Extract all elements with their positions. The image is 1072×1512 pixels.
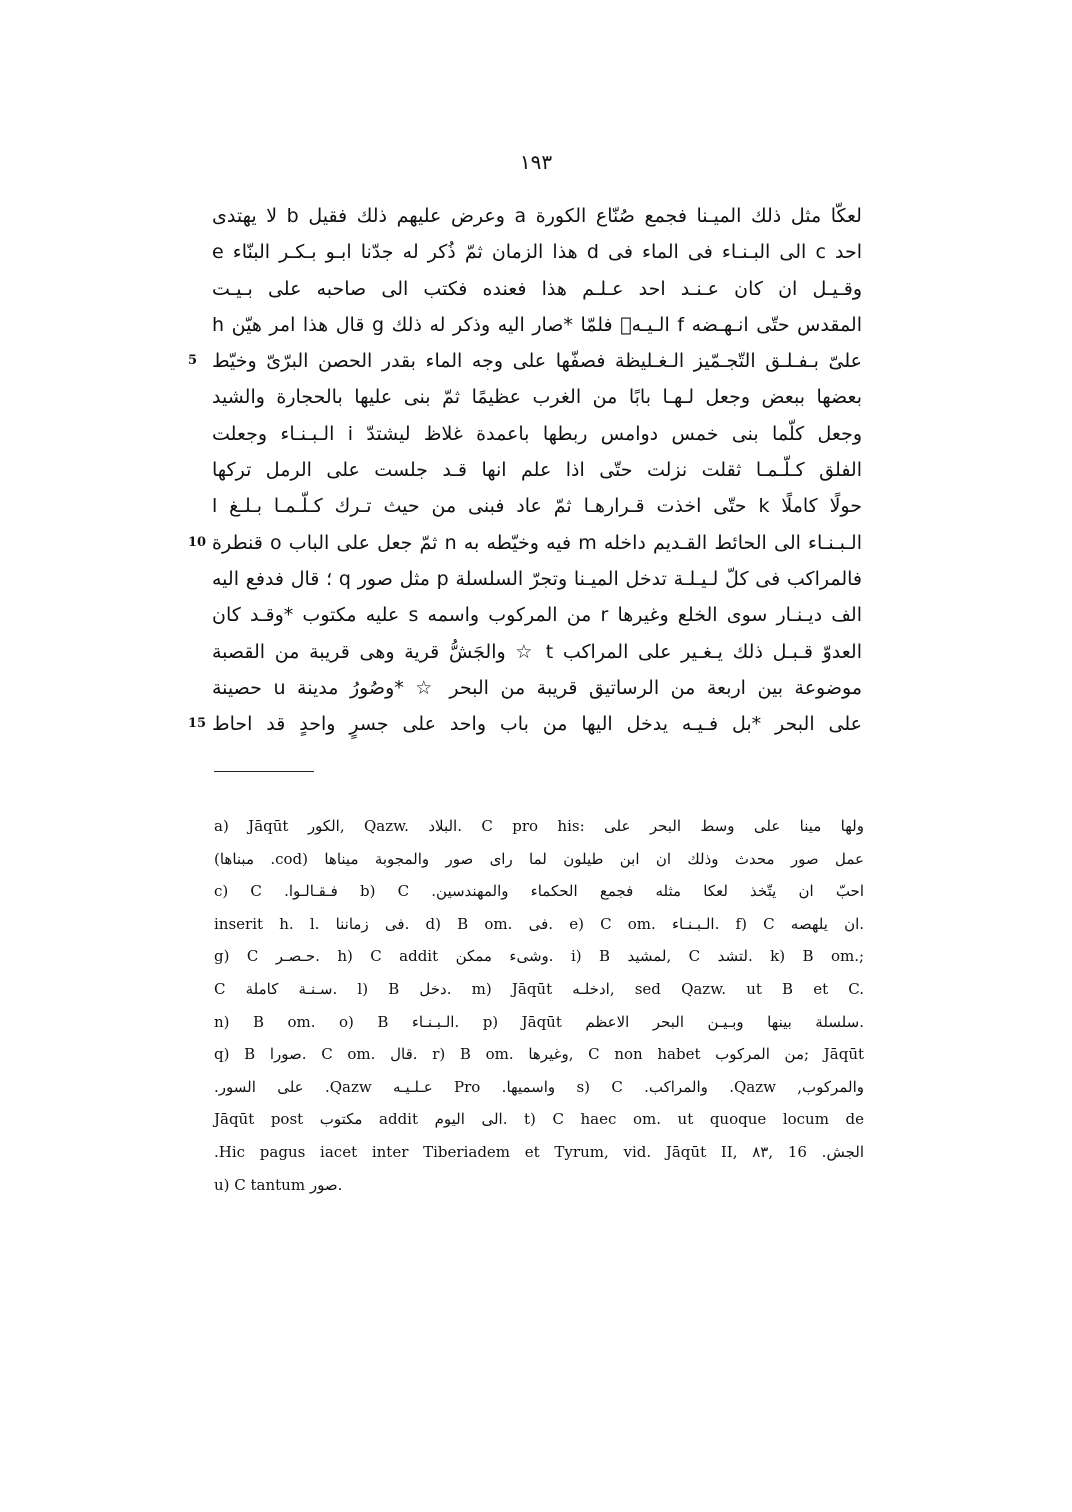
footnote-line: عمل صور محدث وذلك ان ابن طيلون لما راى صور والمجوبة ميناها (cod. مبناها)	[214, 849, 864, 868]
text-line	[188, 343, 862, 379]
main-text	[188, 198, 863, 742]
text-line	[212, 198, 862, 234]
footnote-line: Jāqūt post مكتوب addit الى اليوم. t) C haec om. ut quoque locum de	[214, 1110, 864, 1129]
line-number: 15	[188, 716, 207, 732]
text-line	[188, 706, 862, 742]
text-line-content: بعضها ببعض وجعل لـهـا بابًا من الغرب عظيمًا ثمّ بنى عليها بالحجارة والشيد	[212, 386, 862, 409]
text-line-content: العدوّ قـبـل ذلك يـغـير على المراكب t ☆ والجَشُّ قرية وهى قريبة من القصبة	[212, 640, 862, 663]
footnote-line: g) C حـصـر. h) C addit وشىء ممكن. i) B لمشيد, C لتشد. k) B om.;	[214, 947, 865, 966]
line-number: 10	[188, 534, 207, 550]
footnote-line: الجش. Hic pagus iacet inter Tiberiadem et Tyrum, vid. Jāqūt II, ۸۳, 16.	[214, 1142, 864, 1161]
text-line	[212, 634, 862, 670]
text-line	[212, 379, 862, 415]
footnote-line: q) B صورا. C om. قال. r) B om. وغيرها, C non habet من المركوب; Jāqūt	[214, 1045, 865, 1064]
text-line	[212, 452, 862, 488]
line-number: 5	[188, 353, 198, 369]
text-line-content: الـبـنـاء الى الحائط القـديم داخله m فيه وخيّطه به n ثمّ جعل على الباب o قنطرة	[212, 531, 863, 554]
text-line-content: وجعل كلّما بنى خمس دوامس ربطها باعمدة غلاظ ليشتدّ i الـبـنـاء وجعلت	[212, 422, 862, 445]
footnote-line: n) B om. o) B الـبـنـاء. p) Jāqūt سلسلة بينها وبـيـن البحر الاعظم.	[214, 1012, 864, 1031]
footnote-line: inserit h. l. فى زماننا. d) B om. فى. e) C om. الـبـنـاء. f) C ان يلهصه.	[214, 914, 865, 933]
text-line-content: موضوعة بين اربعة من الرساتيق قريبة من البحر ☆ *وصُورُ مدينة u حصينة	[212, 676, 863, 699]
text-line-content: علىّ بـفـلـق التّجـمّيز الـغـليظة فصفّها على وجه الماء بقدر الحصن البرّىّ وخيّط	[212, 350, 862, 373]
footnote-line: والمركوب, Qazw. والمراكب. s) C واسميها. Pro عـلـيـه Qazw. على السور.	[214, 1077, 864, 1096]
text-line-content: الفلق كـلّـمـا ثقلت نزلت حتّى اذا علم انها قـد جلست على الرمل تركها	[212, 459, 862, 482]
text-line-content: الف ديـنـار سوى الخلع وغيرها r من المركوب واسمه s عليه مكتوب *وقـد كان	[212, 604, 862, 627]
footnote-line: احبّ ان يتّخذ لعكا مثله فجمع الحكماء والمهندسين. b) C فـقـالـوا. c) C	[214, 882, 864, 901]
footnote-line: a) Jāqūt الكور, Qazw. البلاد. C pro his: ولها مينا على وسط البحر على	[214, 817, 864, 835]
text-line-content: احد c الى البـنـاء فى الماء فى d هذا الزمان ثمّ ذُكر له جدّنا ابـو بـكـر البنّاء e	[212, 241, 862, 264]
text-line	[212, 416, 862, 452]
text-line-content: على البحر *بل فـيـه يدخل اليها من باب واحد على جسرٍ واحدٍ قد احاط	[212, 713, 862, 736]
text-line	[212, 307, 862, 343]
text-line-content: لعكّا مثل ذلك الميـنا فجمع صُنّاع الكورة a وعرض عليهم ذلك فقيل b لا يهتدى	[212, 205, 862, 227]
text-line-content: المقدس حتّى انـهـضه f الـيـهٖ فلمّا *صار اليه وذكر له ذلك g قال هذا امر هيّن h	[212, 313, 862, 336]
text-line	[212, 234, 862, 270]
text-line-content: حولًا كاملًا k حتّى اخذت قـرارهـا ثمّ عاد فبنى من حيث تـرك كـلّـمـا بـلـغ l	[212, 495, 862, 518]
text-line-content: وقـيـل ان كان عـنـد احد عـلـم هذا فعنده فكتب الى صاحبه على بـيـت	[212, 277, 862, 300]
text-line	[212, 488, 862, 524]
footnote-divider	[214, 771, 314, 772]
text-line	[188, 525, 863, 561]
footnotes	[214, 810, 864, 1201]
footnote-line: C سـنـة كاملة. l) B دخل. m) Jāqūt ادخلـه, sed Qazw. ut B et C.	[214, 979, 864, 998]
text-line	[212, 597, 862, 633]
text-line	[212, 271, 862, 307]
text-line	[212, 561, 862, 597]
page-number: ۱۹۳	[519, 150, 553, 174]
footnote-line: u) C tantum صور.	[214, 1175, 343, 1194]
text-line	[212, 670, 862, 706]
text-line-content: فالمراكب فى كلّ لـيـلـة تدخل الميـنا وتجرّ السلسلة p مثل صور q ؛ قال فدفع اليه	[212, 567, 862, 590]
